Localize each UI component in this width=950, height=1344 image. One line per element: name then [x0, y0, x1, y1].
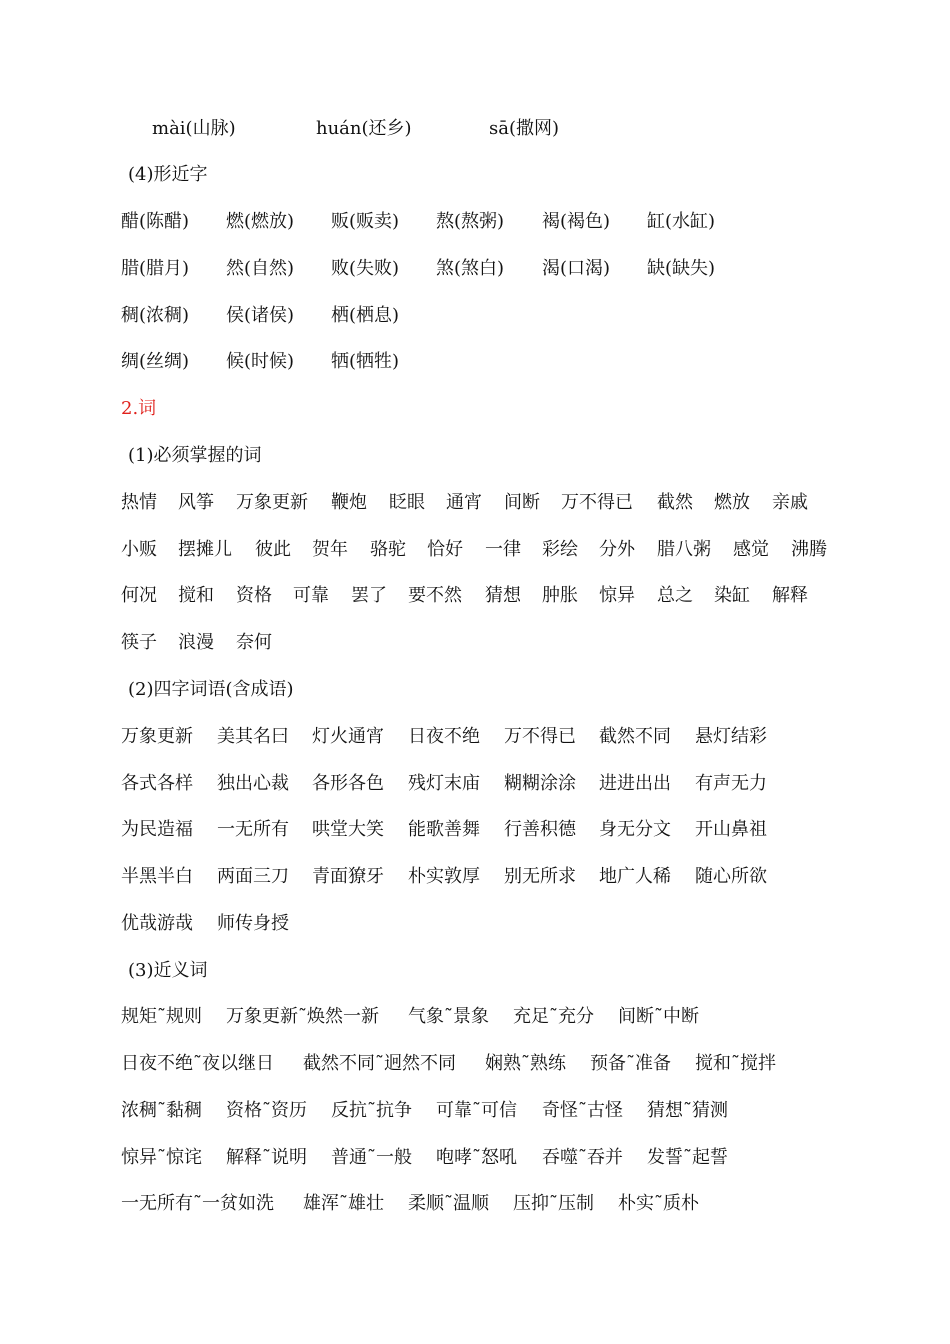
shape-entry: 醋(陈醋)	[121, 211, 190, 232]
shape-entry: 候(时候)	[226, 351, 295, 372]
word-entry: 一律	[485, 539, 521, 560]
section-heading-synonyms: (3)近义词	[128, 960, 208, 981]
section-heading-similar-chars: (4)形近字	[128, 164, 208, 185]
synonym-pair: 规矩˜规则	[121, 1006, 202, 1027]
synonym-pair: 娴熟˜熟练	[485, 1053, 566, 1074]
pinyin-entry: mài(山脉)	[152, 118, 236, 139]
word-entry: 猜想	[485, 585, 521, 606]
idiom-entry: 进进出出	[599, 773, 671, 794]
synonym-pair: 雄浑˜雄壮	[303, 1193, 384, 1214]
idiom-entry: 能歌善舞	[408, 819, 480, 840]
word-entry: 小贩	[121, 539, 157, 560]
word-entry: 摆摊儿	[178, 539, 232, 560]
synonym-pair: 惊异˜惊诧	[121, 1147, 202, 1168]
shape-entry: 褐(褐色)	[542, 211, 611, 232]
idiom-entry: 残灯末庙	[408, 773, 480, 794]
synonym-pair: 普通˜一般	[331, 1147, 412, 1168]
idiom-entry: 朴实敦厚	[408, 866, 480, 887]
word-entry: 搅和	[178, 585, 214, 606]
word-entry: 要不然	[408, 585, 462, 606]
synonym-pair: 预备˜准备	[590, 1053, 671, 1074]
idiom-entry: 哄堂大笑	[312, 819, 384, 840]
word-entry: 可靠	[293, 585, 329, 606]
idiom-entry: 行善积德	[504, 819, 576, 840]
synonym-pair: 万象更新˜焕然一新	[226, 1006, 379, 1027]
synonym-pair: 朴实˜质朴	[618, 1193, 699, 1214]
idiom-entry: 独出心裁	[217, 773, 289, 794]
idiom-entry: 地广人稀	[599, 866, 671, 887]
idiom-entry: 有声无力	[695, 773, 767, 794]
word-entry: 恰好	[427, 539, 463, 560]
word-entry: 沸腾	[791, 539, 827, 560]
part-heading-words: 2.词	[121, 398, 157, 419]
pinyin-entry: sā(撒网)	[489, 118, 560, 139]
shape-entry: 败(失败)	[331, 258, 400, 279]
word-entry: 风筝	[178, 492, 214, 513]
word-entry: 总之	[657, 585, 693, 606]
idiom-entry: 优哉游哉	[121, 913, 193, 934]
word-entry: 筷子	[121, 632, 157, 653]
synonym-pair: 发誓˜起誓	[647, 1147, 728, 1168]
idiom-entry: 各式各样	[121, 773, 193, 794]
synonym-pair: 充足˜充分	[513, 1006, 594, 1027]
shape-entry: 侯(诸侯)	[226, 305, 295, 326]
synonym-pair: 截然不同˜迥然不同	[303, 1053, 456, 1074]
idiom-entry: 糊糊涂涂	[504, 773, 576, 794]
synonym-pair: 猜想˜猜测	[647, 1100, 728, 1121]
shape-entry: 贩(贩卖)	[331, 211, 400, 232]
idiom-entry: 两面三刀	[217, 866, 289, 887]
word-entry: 贺年	[312, 539, 348, 560]
shape-entry: 熬(熬粥)	[436, 211, 505, 232]
word-entry: 染缸	[714, 585, 750, 606]
idiom-entry: 灯火通宵	[312, 726, 384, 747]
section-heading-idioms: (2)四字词语(含成语)	[128, 679, 294, 700]
section-heading-must-know-words: (1)必须掌握的词	[128, 445, 262, 466]
idiom-entry: 半黑半白	[121, 866, 193, 887]
shape-entry: 栖(栖息)	[331, 305, 400, 326]
synonym-pair: 柔顺˜温顺	[408, 1193, 489, 1214]
word-entry: 万不得已	[561, 492, 633, 513]
word-entry: 骆驼	[370, 539, 406, 560]
synonym-pair: 压抑˜压制	[513, 1193, 594, 1214]
synonym-pair: 反抗˜抗争	[331, 1100, 412, 1121]
idiom-entry: 美其名曰	[217, 726, 289, 747]
word-entry: 截然	[657, 492, 693, 513]
synonym-pair: 吞噬˜吞并	[542, 1147, 623, 1168]
synonym-pair: 一无所有˜一贫如洗	[121, 1193, 274, 1214]
word-entry: 何况	[121, 585, 157, 606]
idiom-entry: 日夜不绝	[408, 726, 480, 747]
word-entry: 热情	[121, 492, 157, 513]
idiom-entry: 青面獠牙	[312, 866, 384, 887]
word-entry: 燃放	[714, 492, 750, 513]
shape-entry: 煞(煞白)	[436, 258, 505, 279]
synonym-pair: 日夜不绝˜夜以继日	[121, 1053, 274, 1074]
idiom-entry: 截然不同	[599, 726, 671, 747]
word-entry: 腊八粥	[657, 539, 711, 560]
idiom-entry: 开山鼻祖	[695, 819, 767, 840]
idiom-entry: 师传身授	[217, 913, 289, 934]
synonym-pair: 可靠˜可信	[436, 1100, 517, 1121]
word-entry: 间断	[504, 492, 540, 513]
word-entry: 彩绘	[542, 539, 578, 560]
shape-entry: 缺(缺失)	[647, 258, 716, 279]
word-entry: 肿胀	[542, 585, 578, 606]
idiom-entry: 别无所求	[504, 866, 576, 887]
synonym-pair: 搅和˜搅拌	[695, 1053, 776, 1074]
shape-entry: 牺(牺牲)	[331, 351, 400, 372]
shape-entry: 稠(浓稠)	[121, 305, 190, 326]
synonym-pair: 间断˜中断	[618, 1006, 699, 1027]
idiom-entry: 各形各色	[312, 773, 384, 794]
idiom-entry: 身无分文	[599, 819, 671, 840]
word-entry: 彼此	[255, 539, 291, 560]
idiom-entry: 一无所有	[217, 819, 289, 840]
word-entry: 解释	[772, 585, 808, 606]
synonym-pair: 咆哮˜怒吼	[436, 1147, 517, 1168]
shape-entry: 绸(丝绸)	[121, 351, 190, 372]
word-entry: 鞭炮	[331, 492, 367, 513]
word-entry: 万象更新	[236, 492, 308, 513]
synonym-pair: 资格˜资历	[226, 1100, 307, 1121]
idiom-entry: 万象更新	[121, 726, 193, 747]
synonym-pair: 解释˜说明	[226, 1147, 307, 1168]
idiom-entry: 随心所欲	[695, 866, 767, 887]
word-entry: 资格	[236, 585, 272, 606]
idiom-entry: 万不得已	[504, 726, 576, 747]
word-entry: 分外	[599, 539, 635, 560]
shape-entry: 缸(水缸)	[647, 211, 716, 232]
idiom-entry: 悬灯结彩	[695, 726, 767, 747]
shape-entry: 然(自然)	[226, 258, 295, 279]
synonym-pair: 奇怪˜古怪	[542, 1100, 623, 1121]
word-entry: 罢了	[351, 585, 387, 606]
word-entry: 惊异	[599, 585, 635, 606]
shape-entry: 渴(口渴)	[542, 258, 611, 279]
shape-entry: 腊(腊月)	[121, 258, 190, 279]
synonym-pair: 气象˜景象	[408, 1006, 489, 1027]
pinyin-entry: huán(还乡)	[316, 118, 412, 139]
word-entry: 感觉	[733, 539, 769, 560]
synonym-pair: 浓稠˜黏稠	[121, 1100, 202, 1121]
word-entry: 亲戚	[772, 492, 808, 513]
word-entry: 通宵	[446, 492, 482, 513]
word-entry: 奈何	[236, 632, 272, 653]
idiom-entry: 为民造福	[121, 819, 193, 840]
word-entry: 浪漫	[178, 632, 214, 653]
word-entry: 眨眼	[389, 492, 425, 513]
shape-entry: 燃(燃放)	[226, 211, 295, 232]
